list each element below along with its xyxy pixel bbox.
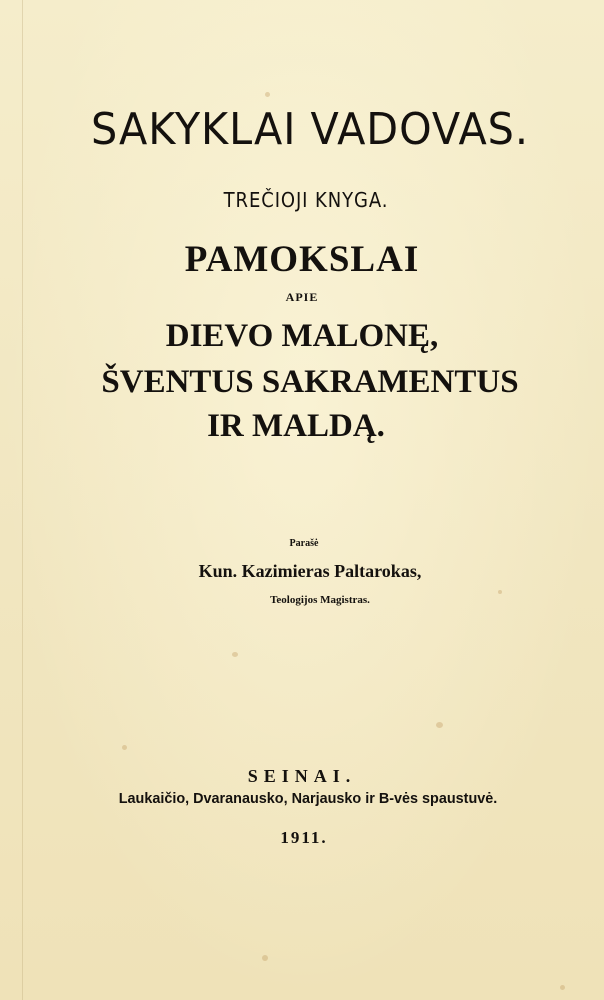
main-title: PAMOKSLAI — [184, 239, 420, 280]
publication-city: SEINAI. — [247, 766, 357, 786]
author-name: Kun. Kazimieras Paltarokas, — [198, 561, 422, 581]
subject-line-1: DIEVO MALONĘ, — [165, 318, 439, 354]
paper-stain — [232, 652, 238, 657]
paper-stain — [122, 745, 127, 750]
volume-label: TREČIOJI KNYGA. — [223, 188, 389, 212]
paper-stain — [436, 722, 443, 728]
paper-stain — [560, 985, 565, 990]
paper-stain — [262, 955, 268, 961]
printer-name: Laukaičio, Dvaranausko, Narjausko ir B-vės spaustuvė. — [118, 790, 498, 807]
subject-line-3: IR MALDĄ. — [207, 408, 385, 444]
author-degree: Teologijos Magistras. — [270, 594, 370, 606]
preposition-text: APIE — [285, 290, 319, 304]
series-title: SAKYKLAI VADOVAS. — [91, 104, 529, 155]
publication-year: 1911. — [280, 828, 328, 847]
authorship-label: Parašė — [289, 538, 319, 549]
paper-stain — [265, 92, 270, 97]
subject-line-2: ŠVENTUS SAKRAMENTUS — [101, 364, 519, 400]
paper-fold-line — [22, 0, 23, 1000]
